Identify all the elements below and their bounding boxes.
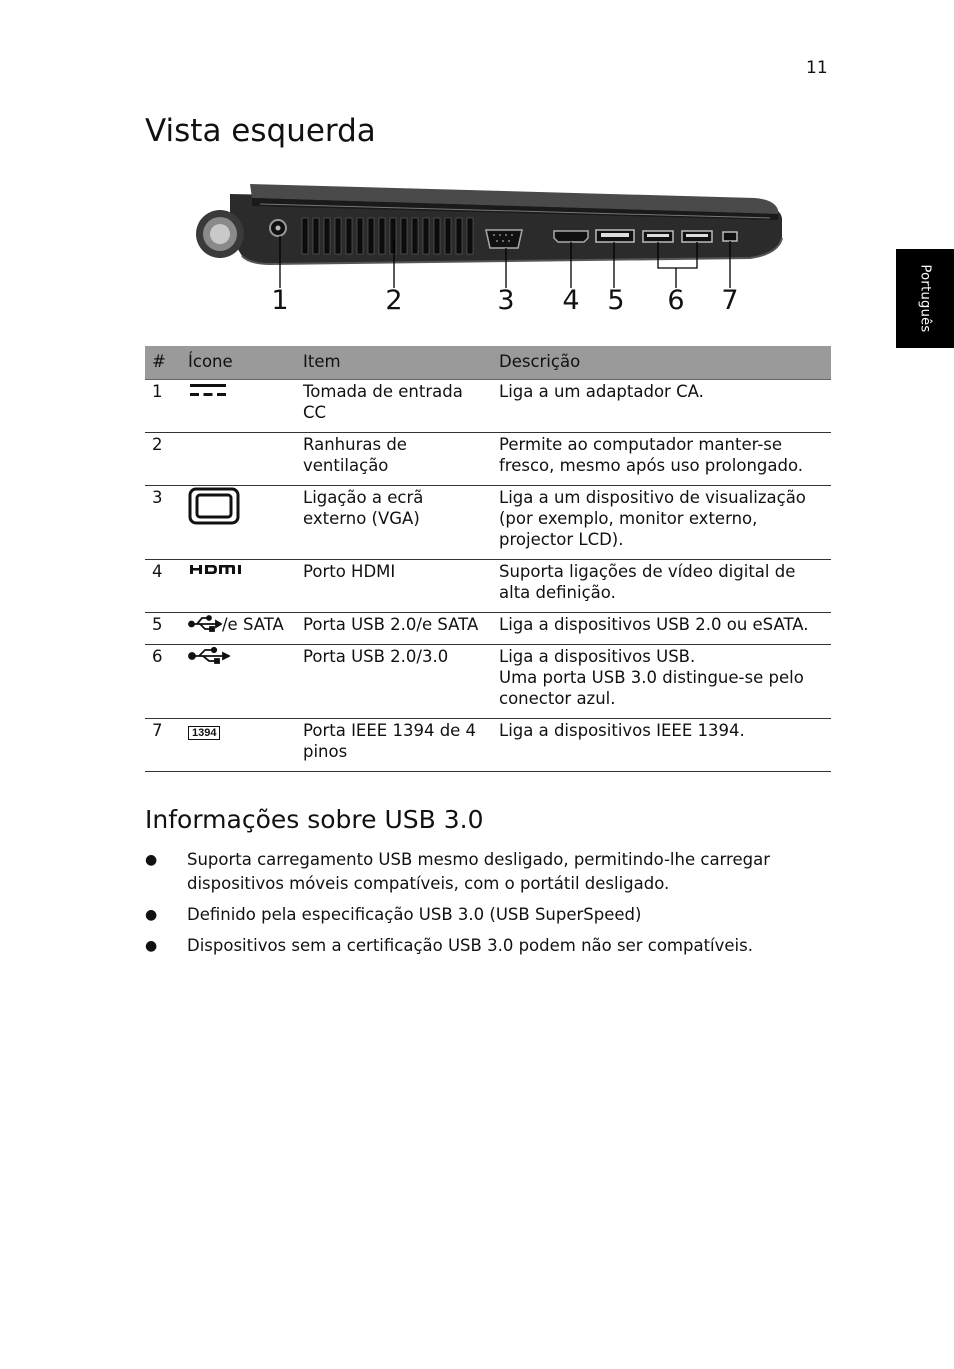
callout-6: 6 (667, 285, 685, 316)
callout-1: 1 (271, 285, 289, 316)
row-number: 4 (145, 560, 181, 613)
row-number: 6 (145, 645, 181, 719)
header-item: Item (296, 346, 492, 380)
row-description: Liga a um adaptador CA. (492, 380, 831, 433)
callout-4: 4 (562, 285, 580, 316)
table-row (145, 719, 831, 772)
bullet-icon: ● (145, 907, 158, 923)
usb-icon (188, 646, 230, 664)
row-icon-empty (181, 433, 296, 486)
row-item: Ligação a ecrã externo (VGA) (296, 486, 492, 560)
row-item: Porta USB 2.0/3.0 (296, 645, 492, 719)
vga-monitor-icon (188, 487, 240, 525)
table-row (145, 486, 831, 560)
row-description (492, 645, 831, 719)
row-number: 3 (145, 486, 181, 560)
table-row (145, 613, 831, 645)
row-description: Suporta ligações de vídeo digital de alta definição. (492, 560, 831, 613)
header-icon: Ícone (181, 346, 296, 380)
callout-2: 2 (385, 285, 403, 316)
list-item (145, 934, 835, 958)
row-item: Ranhuras de ventilação (296, 433, 492, 486)
language-tab-label: Português (917, 264, 933, 333)
usb3-bullet-list (145, 848, 835, 965)
row-description-line-2: Uma porta USB 3.0 distingue-se pelo conector azul. (499, 668, 804, 708)
ieee1394-icon: 1394 (188, 726, 220, 740)
row-description: Liga a um dispositivo de visualização (por exemplo, monitor externo, projector LCD). (492, 486, 831, 560)
bullet-icon: ● (145, 938, 158, 954)
list-item-text: Dispositivos sem a certificação USB 3.0 podem não ser compatíveis. (187, 936, 753, 955)
header-description: Descrição (492, 346, 831, 380)
callout-3: 3 (497, 285, 515, 316)
dc-in-icon (188, 381, 228, 399)
row-description: Liga a dispositivos IEEE 1394. (492, 719, 831, 772)
bullet-icon: ● (145, 852, 158, 868)
list-item (145, 903, 835, 927)
ports-table (145, 346, 831, 772)
row-number: 2 (145, 433, 181, 486)
table-row (145, 560, 831, 613)
table-header-row (145, 346, 831, 380)
list-item (145, 848, 835, 896)
row-item: Tomada de entrada CC (296, 380, 492, 433)
callout-7: 7 (721, 285, 739, 316)
esata-label: /e SATA (222, 615, 284, 634)
table-row (145, 380, 831, 433)
hdmi-logo-icon (188, 561, 246, 577)
page-title: Vista esquerda (145, 113, 376, 149)
page-number: 11 (806, 58, 828, 78)
callout-5: 5 (607, 285, 625, 316)
list-item-text: Definido pela especificação USB 3.0 (USB SuperSpeed) (187, 905, 642, 924)
usb-esata-icon (188, 614, 222, 632)
row-number: 5 (145, 613, 181, 645)
row-number: 1 (145, 380, 181, 433)
row-item: Porta IEEE 1394 de 4 pinos (296, 719, 492, 772)
header-number: # (145, 346, 181, 380)
row-number: 7 (145, 719, 181, 772)
list-item-text: Suporta carregamento USB mesmo desligado, permitindo-lhe carregar dispositivos móveis compatíveis, com o portátil desligado. (187, 850, 770, 893)
table-row (145, 433, 831, 486)
row-description: Permite ao computador manter-se fresco, mesmo após uso prolongado. (492, 433, 831, 486)
row-item: Porto HDMI (296, 560, 492, 613)
row-description-line-1: Liga a dispositivos USB. (499, 647, 696, 666)
section-title-usb3: Informações sobre USB 3.0 (145, 805, 484, 834)
row-item: Porta USB 2.0/e SATA (296, 613, 492, 645)
table-row (145, 645, 831, 719)
row-description: Liga a dispositivos USB 2.0 ou eSATA. (492, 613, 831, 645)
language-tab (896, 249, 954, 348)
